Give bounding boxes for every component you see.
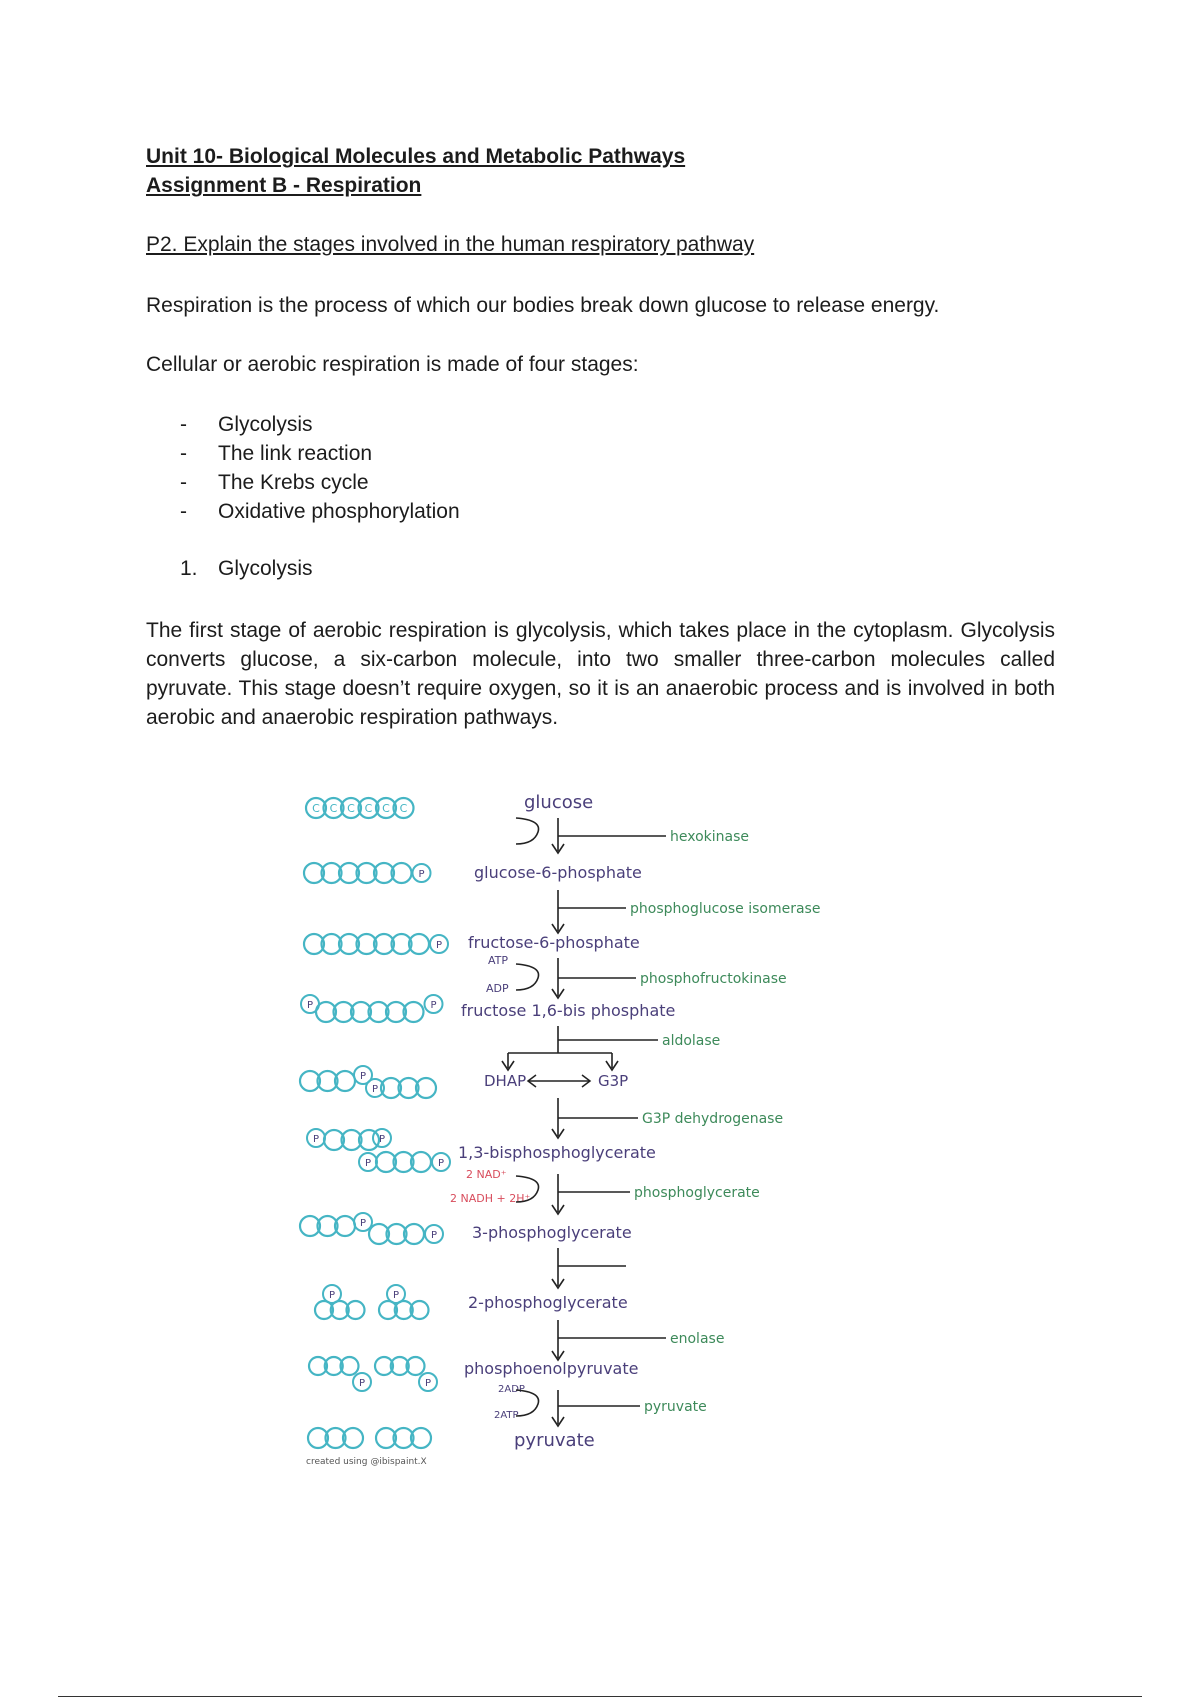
atp-loop — [516, 818, 539, 844]
cofactor-label: 2ADP — [498, 1384, 525, 1395]
assignment-title: Assignment B - Respiration — [146, 174, 422, 197]
cofactor-label: ATP — [488, 954, 509, 967]
carbon-circle-label: C — [382, 802, 390, 815]
cofactor-label: 2ATP — [494, 1410, 519, 1421]
enzyme-label: G3P dehydrogenase — [642, 1111, 784, 1127]
list-item: - Glycolysis — [180, 413, 313, 436]
phosphate-group-label: P — [435, 940, 443, 951]
enzyme-label: phosphoglucose isomerase — [630, 901, 821, 917]
molecule-label: 1,3-bisphosphoglycerate — [458, 1143, 656, 1162]
carbon-circle-label: C — [312, 802, 320, 815]
enzyme-label: phosphoglycerate — [634, 1185, 760, 1201]
phosphate-group-label: P — [430, 1000, 437, 1011]
phosphate-group-label: P — [418, 869, 425, 880]
phosphate-group-label: P — [328, 1290, 336, 1301]
glycolysis-diagram — [296, 778, 856, 1468]
molecule-label: phosphoenolpyruvate — [464, 1359, 639, 1378]
phosphate-group-label: P — [364, 1158, 372, 1169]
document-title: Unit 10- Biological Molecules and Metabolic Pathways — [146, 145, 686, 168]
molecule-label: G3P — [598, 1072, 629, 1090]
carbon-circle-label: C — [399, 802, 408, 815]
carbon-circle-label: C — [364, 802, 373, 815]
nadh-label: 2 NADH + 2H⁺ — [450, 1192, 531, 1205]
enzyme-label: pyruvate — [644, 1399, 707, 1415]
list-item: - The Krebs cycle — [180, 471, 369, 494]
cofactor-label: ADP — [486, 982, 509, 995]
list-item: - The link reaction — [180, 442, 373, 465]
question-heading: P2. Explain the stages involved in the human respiratory pathway — [146, 233, 755, 256]
stages-list — [180, 410, 460, 526]
phosphate-group-label: P — [437, 1158, 445, 1169]
molecule-label: fructose-6-phosphate — [468, 933, 640, 952]
page-divider — [58, 1696, 1142, 1697]
phosphate-group-label: P — [392, 1290, 400, 1301]
carbon-circle-label: C — [329, 802, 338, 815]
glycolysis-paragraph: The first stage of aerobic respiration is glycolysis, which takes place in the cytoplasm. Glycolysis converts glucose, a six-carbon molecule, into two smaller three-carbon molecules called pyruvate. This stage doesn’t require oxygen, so it is an anaerobic process and is involved in both aerobic and anaerobic respiration pathways. — [146, 619, 1055, 729]
section-heading: 1. Glycolysis — [180, 557, 313, 580]
molecule-label: glucose-6-phosphate — [474, 863, 642, 882]
enzyme-label: enolase — [670, 1331, 725, 1347]
enzyme-label: hexokinase — [670, 829, 750, 845]
phosphate-group-label: P — [430, 1230, 438, 1241]
molecule-label: DHAP — [484, 1072, 527, 1090]
list-item: - Oxidative phosphorylation — [180, 500, 460, 523]
molecule-label: fructose 1,6-bis phosphate — [461, 1001, 676, 1020]
molecule-label: 2-phosphoglycerate — [468, 1293, 628, 1312]
molecule-label: glucose — [524, 792, 594, 813]
phosphate-group-label: P — [378, 1134, 386, 1145]
phosphate-group-label: P — [312, 1134, 320, 1145]
phosphate-group-label: P — [359, 1218, 367, 1229]
phosphate-group-label: P — [371, 1084, 379, 1095]
atp-loop — [516, 964, 539, 990]
enzyme-label: phosphofructokinase — [640, 971, 787, 987]
phosphate-group-label: P — [359, 1071, 367, 1082]
intro-paragraph: Respiration is the process of which our bodies break down glucose to release energy. — [146, 294, 940, 317]
nad-label: 2 NAD⁺ — [466, 1168, 507, 1181]
phosphate-group-label: P — [424, 1378, 432, 1389]
molecule-label: pyruvate — [514, 1430, 595, 1451]
molecule-label: 3-phosphoglycerate — [472, 1223, 632, 1242]
stages-lead: Cellular or aerobic respiration is made of four stages: — [146, 353, 639, 376]
carbon-circle-label: C — [347, 802, 355, 815]
phosphate-group-label: P — [358, 1378, 366, 1389]
enzyme-label: aldolase — [662, 1033, 721, 1049]
credit-text: created using @ibispaint.X — [306, 1457, 427, 1467]
phosphate-group-label: P — [306, 1000, 314, 1011]
